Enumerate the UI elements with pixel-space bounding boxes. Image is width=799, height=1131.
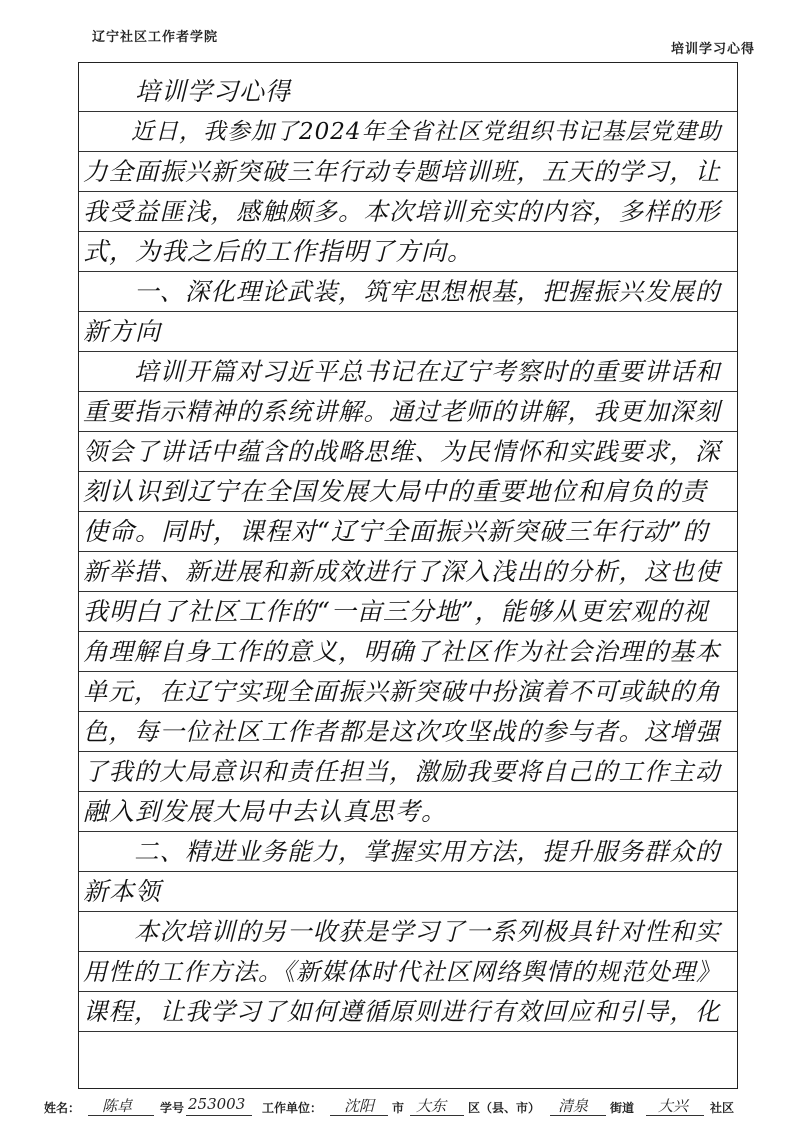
essay-line <box>79 632 737 672</box>
essay-line-text: 培训开篇对习近平总书记在辽宁考察时的重要讲话和 <box>83 357 721 387</box>
essay-line-text: 力全面振兴新突破三年行动专题培训班，五天的学习，让 <box>83 157 721 187</box>
essay-line-text: 我明白了社区工作的“一亩三分地”，能够从更宏观的视 <box>83 597 709 627</box>
essay-line-text: 我受益匪浅，感触颇多。本次培训充实的内容，多样的形 <box>83 197 721 227</box>
essay-line <box>79 672 737 712</box>
essay-line-text: 二、精进业务能力，掌握实用方法，提升服务群众的 <box>83 837 721 867</box>
essay-line <box>79 512 737 552</box>
essay-line-text: 领会了讲话中蕴含的战略思维、为民情怀和实践要求，深 <box>83 437 721 467</box>
essay-line-text: 角理解自身工作的意义，明确了社区作为社会治理的基本 <box>83 637 721 667</box>
essay-line-text: 课程，让我学习了如何遵循原则进行有效回应和引导，化 <box>83 997 721 1027</box>
essay-line-text: 培训学习心得 <box>83 77 292 107</box>
student-info-footer <box>44 1093 764 1119</box>
essay-line <box>79 752 737 792</box>
name-label: 姓名： <box>44 1101 81 1115</box>
student-id-label: 学号 <box>160 1101 185 1115</box>
name-underline <box>88 1115 154 1116</box>
essay-line-text: 用性的工作方法。《新媒体时代社区网络舆情的规范处理》 <box>83 958 721 987</box>
essay-line <box>79 992 737 1032</box>
essay-line-text: 刻认识到辽宁在全国发展大局中的重要地位和肩负的责 <box>83 477 708 507</box>
city-label: 市 <box>392 1101 405 1115</box>
essay-line <box>79 872 737 912</box>
student-id-value: 253003 <box>188 1095 246 1113</box>
essay-line-text: 使命。同时，课程对“辽宁全面振兴新突破三年行动”的 <box>83 517 709 547</box>
essay-line <box>79 952 737 992</box>
lined-writing-sheet <box>78 62 738 1089</box>
institution-header: 辽宁社区工作者学院 <box>92 30 219 45</box>
district-value: 大东 <box>416 1097 447 1115</box>
essay-line-text: 新方向 <box>83 317 162 347</box>
essay-line <box>79 352 737 392</box>
essay-line <box>79 152 737 192</box>
essay-line <box>79 232 737 272</box>
essay-line <box>79 792 737 832</box>
essay-line <box>79 192 737 232</box>
district-label: 区（县、市） <box>468 1101 541 1115</box>
community-underline <box>646 1115 704 1116</box>
essay-line <box>79 912 737 952</box>
essay-line <box>79 472 737 512</box>
city-underline <box>330 1115 388 1116</box>
essay-line-text: 一、深化理论武装，筑牢思想根基，把握振兴发展的 <box>83 277 721 307</box>
community-value: 大兴 <box>658 1097 689 1115</box>
essay-line-text: 单元，在辽宁实现全面振兴新突破中扮演着不可或缺的角 <box>83 677 721 707</box>
essay-line-text: 色，每一位社区工作者都是这次攻坚战的参与者。这增强 <box>83 717 721 747</box>
essay-line-text: 本次培训的另一收获是学习了一系列极具针对性和实 <box>83 917 721 947</box>
street-label: 街道 <box>610 1101 635 1115</box>
district-underline <box>410 1115 464 1116</box>
essay-line <box>79 392 737 432</box>
essay-line <box>79 592 737 632</box>
street-underline <box>550 1115 606 1116</box>
essay-line-text: 融入到发展大局中去认真思考。 <box>83 797 448 827</box>
essay-line-text: 新举措、新进展和新成效进行了深入浅出的分析，这也使 <box>83 557 721 587</box>
essay-line-text: 了我的大局意识和责任担当，激励我要将自己的工作主动 <box>83 757 721 787</box>
essay-line <box>79 312 737 352</box>
work-unit-label: 工作单位： <box>262 1101 323 1115</box>
essay-line-text: 重要指示精神的系统讲解。通过老师的讲解，我更加深刻 <box>83 397 721 427</box>
essay-line <box>79 272 737 312</box>
document-type-header: 培训学习心得 <box>670 42 755 57</box>
essay-line <box>79 552 737 592</box>
essay-line <box>79 432 737 472</box>
essay-line <box>79 712 737 752</box>
essay-line-text: 新本领 <box>83 877 162 907</box>
essay-line <box>79 112 737 152</box>
essay-line <box>79 832 737 872</box>
community-label: 社区 <box>710 1101 735 1115</box>
name-value: 陈卓 <box>102 1097 133 1115</box>
city-value: 沈阳 <box>344 1097 375 1115</box>
student-id-underline <box>186 1115 252 1116</box>
street-value: 清泉 <box>558 1097 589 1115</box>
essay-line <box>79 72 737 112</box>
essay-line-text: 式，为我之后的工作指明了方向。 <box>83 237 474 267</box>
essay-line-text: 近日，我参加了2024年全省社区党组织书记基层党建助 <box>83 119 722 146</box>
